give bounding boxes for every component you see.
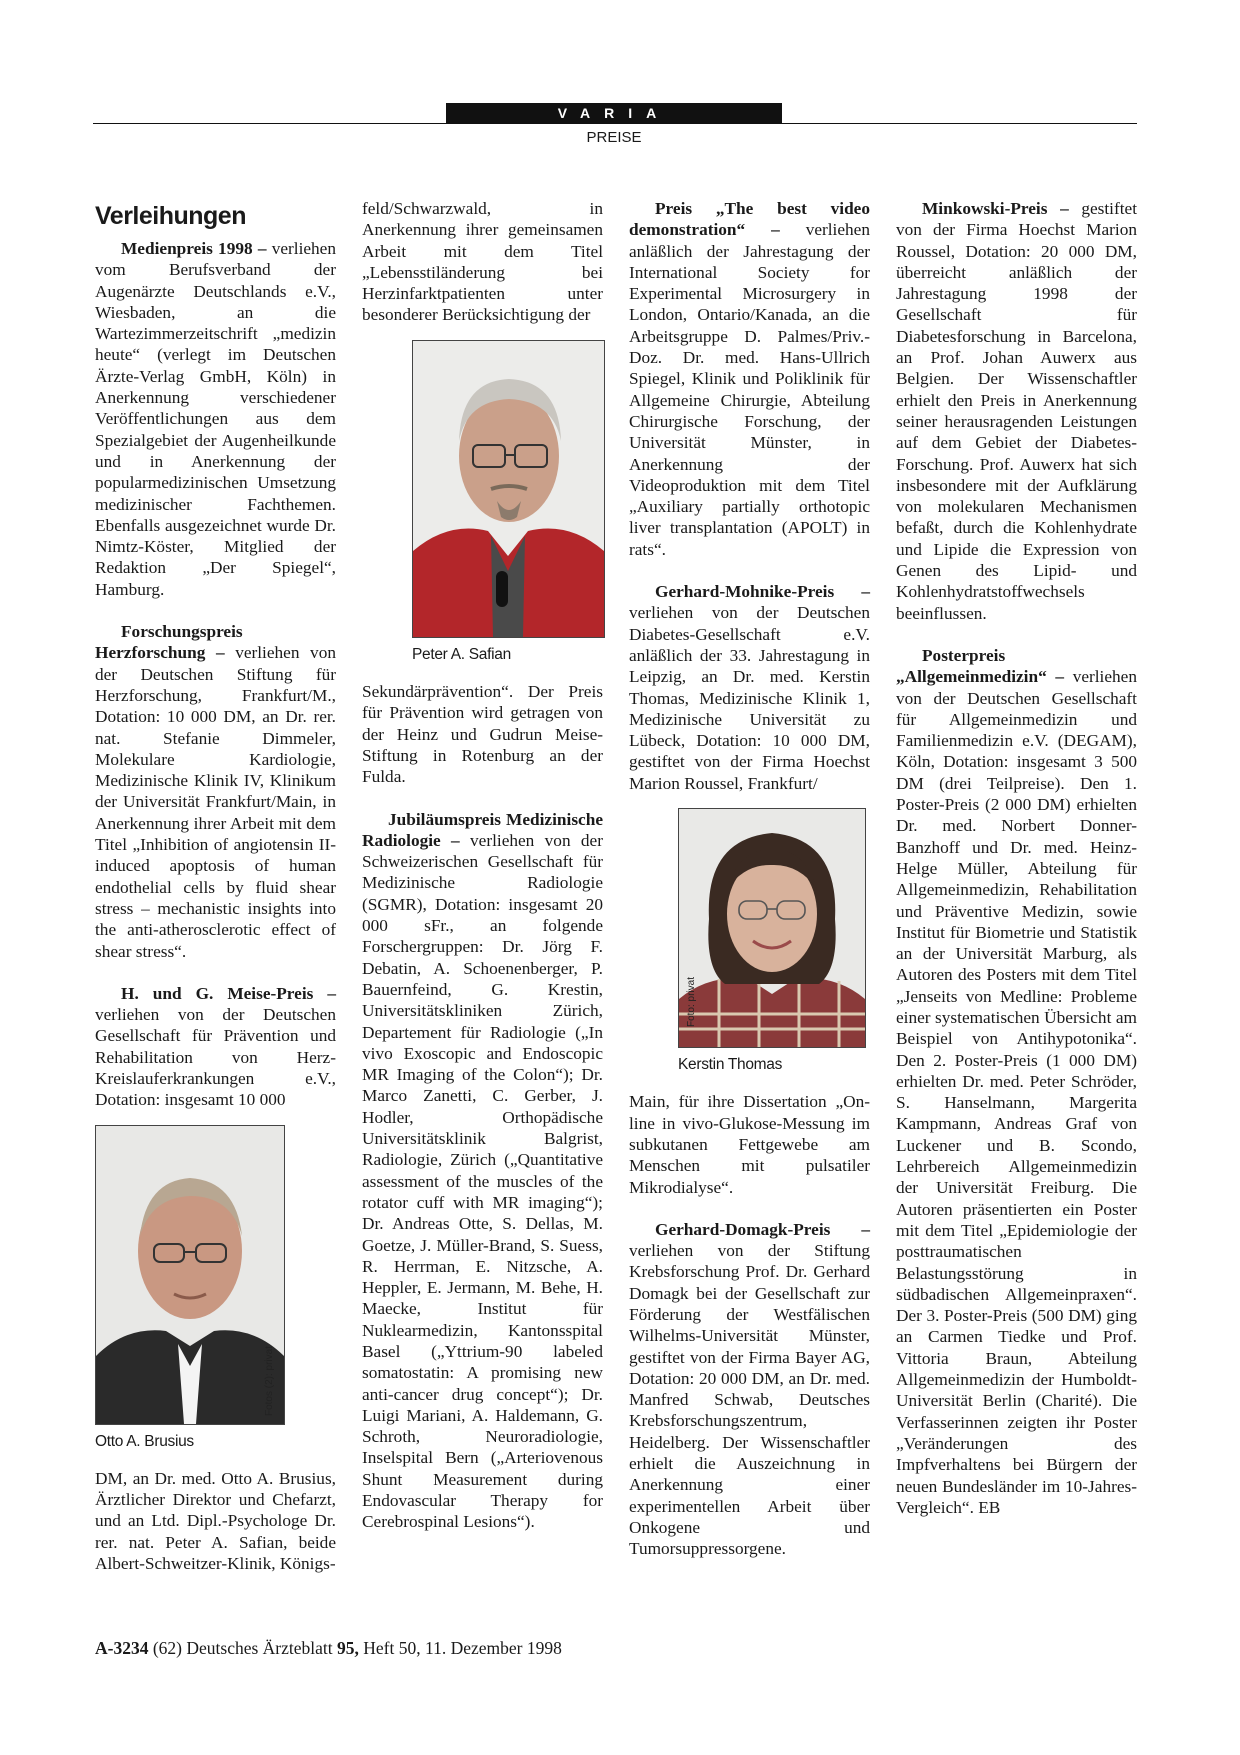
page-heading: Verleihungen — [95, 202, 246, 230]
article-medienpreis — [95, 238, 336, 600]
page-footer — [95, 1638, 562, 1659]
photo-credit: Fotos (2): privat — [263, 1345, 275, 1416]
subsection-label: PREISE — [586, 129, 642, 146]
photo-caption: Peter A. Safian — [412, 645, 511, 663]
article-video-preis — [629, 198, 870, 560]
column-1 — [95, 198, 336, 1574]
article-meise-preis-cont: feld/Schwarzwald, in Anerkennung ihrer gemeinsamen Arbeit mit dem Titel „Lebensstiländerung bei Herzinfarktpatienten unter besonderer Berücksichtigung der — [362, 199, 603, 325]
section-label: VARIA — [446, 103, 782, 123]
award-text: gestiftet von der Firma Hoechst Marion Roussel, Dotation: 20 000 DM, überreicht anläßlich der Jahrestagung 1998 der Gesellschaft für Diabetesforschung in Barcelona, an Prof. Johan Auwerx aus Belgien. Der Wissenschaftler erhielt den Preis in Anerkennung seiner herausragenden Leistungen auf dem Gebiet der Diabetes-Forschung. Prof. Auwerx hat sich insbesondere mit der Aufklärung von molekularen Mechanismen befaßt, durch die Kohlenhydrate und Lipide die Expression von Genen des Lipid- und Kohlenhydratstoffwechsels beeinflussen. — [896, 199, 1137, 623]
article-meise-preis-cont: DM, an Dr. med. Otto A. Brusius, Ärztlicher Direktor und Chefarzt, und an Ltd. Dipl.-Psychologe Dr. rer. nat. Peter A. Safian, beide Albert-Schweitzer-Klinik, Königs- — [95, 1468, 336, 1574]
award-title: Jubiläumspreis Medizinische Radiologie – — [362, 809, 603, 850]
photo-caption: Kerstin Thomas — [678, 1056, 783, 1074]
award-text: verliehen von der Deutschen Gesellschaft für Allgemeinmedizin und Familienmedizin e.V. (DEGAM), Köln, Dotation: insgesamt 3 500 DM (drei Teilpreise). Den 1. Poster-Preis (2 000 DM) erhielten Dr. med. Norbert Donner-Banzhoff und Dr. med. Heinz-Helge Müller, Abteilung für Allgemeinmedizin, Rehabilitation und Präventive Medizin, sowie Institut für Biometrie und Statistik an der Universität Marburg, als Autoren des Posters mit dem Titel „Jenseits von Medline: Probleme einer systematischen Übersicht am Beispiel von Antihypotonika“. Den 2. Poster-Preis (1 000 DM) erhielten Dr. med. Peter Schröder, S. Hanselmann, Margerita Kampmann, Andreas Graf von Luckener und B. Scondo, Lehrbereich Allgemeinmedizin der Universität Freiburg. Die Autoren präsentierten ein Poster mit dem Titel „Epidemiologie der posttraumatischen Belastungsstörung in südbadischen Allgemeinpraxen“. Der 3. Poster-Preis (500 DM) ging an Carmen Tiedke und Prof. Vittoria Braun, Abteilung Allgemeinmedizin der Humboldt-Universität Berlin (Charité). Die Verfasserinnen zeigten ihr Poster „Veränderungen des Impfverhaltens bei Bürgern der neuen Bundesländer im 10-Jahres-Vergleich“. EB — [896, 667, 1137, 1517]
article-jubilaeumspreis — [362, 809, 603, 1533]
award-title: H. und G. Meise-Preis – — [121, 983, 336, 1003]
award-text: verliehen vom Berufsverband der Augenärzte Deutschlands e.V., Wiesbaden, an die Wartezimmerzeitschrift „medizin heute“ (verlegt im Deutschen Ärzte-Verlag GmbH, Köln) in Anerkennung verschiedener Veröffentlichungen aus dem Spezialgebiet der Augenheilkunde und in Anerkennung der popularmedizinischen Umsetzung medizinischer Fachthemen. Ebenfalls ausgezeichnet wurde Dr. Nimtz-Köster, Mitglied der Redaktion „Der Spiegel“, Hamburg. — [95, 239, 336, 599]
award-title: Preis „The best video demonstration“ – — [629, 199, 870, 240]
award-text: verliehen von der Stiftung Krebsforschung Prof. Dr. Gerhard Domagk bei der Gesellschaft zur Förderung der Westfälischen Wilhelms-Universität Münster, gestiftet von der Firma Bayer AG, Dotation: 20 000 DM, an Dr. med. Manfred Schwab, Deutsches Krebsforschungszentrum, Heidelberg. Der Wissenschaftler erhielt die Auszeichnung in Anerkennung einer experimentellen Arbeit über Onkogene und Tumorsuppressorgene. — [629, 1241, 870, 1559]
header-rule — [93, 123, 1137, 124]
portrait-photo-safian — [412, 340, 605, 638]
award-title: Gerhard-Mohnike-Preis – — [655, 582, 870, 602]
award-title: Minkowski-Preis – — [922, 199, 1069, 218]
award-text: verliehen von der Deutschen Gesellschaft für Prävention und Rehabilitation von Herz-Kreislauferkrankungen e.V., Dotation: insgesamt 10 000 — [95, 1005, 336, 1110]
article-mohnike-preis-cont: Main, für ihre Dissertation „On-line in vivo-Glukose-Messung im subkutanen Fettgewebe am Menschen mit pulsatiler Mikrodialyse“. — [629, 1092, 870, 1197]
article-mohnike-preis — [629, 581, 870, 794]
journal-volume: 95, — [337, 1638, 359, 1658]
article-meise-preis-cont: Sekundärprävention“. Der Preis für Prävention wird getragen von der Heinz und Gudrun Meise-Stiftung in Rotenburg an der Fulda. — [362, 682, 603, 787]
article-forschungspreis — [95, 621, 336, 962]
award-title: Posterpreis „Allgemeinmedizin“ – — [896, 645, 1065, 687]
article-domagk-preis — [629, 1219, 870, 1560]
portrait-photo-brusius — [95, 1125, 285, 1425]
column-3 — [629, 198, 870, 1560]
photo-caption: Otto A. Brusius — [95, 1432, 194, 1450]
award-title: Forschungspreis Herzforschung – — [95, 622, 243, 663]
article-minkowski-preis — [896, 198, 1137, 624]
portrait-image — [96, 1126, 284, 1424]
column-2 — [362, 198, 603, 1533]
page-number: A-3234 — [95, 1638, 149, 1658]
portrait-image — [679, 809, 865, 1047]
article-meise-preis — [95, 983, 336, 1111]
award-text: verliehen von der Deutschen Diabetes-Gesellschaft e.V. anläßlich der 33. Jahrestagung in Leipzig, an Dr. med. Kerstin Thomas, Medizinische Klinik 1, Medizinische Universität zu Lübeck, Dotation: 10 000 DM, gestiftet von der Firma Hoechst Marion Roussel, Frankfurt/ — [629, 603, 870, 793]
article-posterpreis — [896, 645, 1137, 1518]
award-title: Medienpreis 1998 – — [121, 239, 267, 258]
award-text: verliehen von der Schweizerischen Gesellschaft für Medizinische Radiologie (SGMR), Dotation: insgesamt 20 000 sFr., an folgende Forschergruppen: Dr. Jörg F. Debatin, A. Schoenenberger, P. Bauernfeind, G. Krestin, Universitätskliniken Zürich, Departement für Radiologie („In vivo Exoscopic and Endoscopic MR Imaging of the Colon“); Dr. Marco Zanetti, C. Gerber, J. Hodler, Orthopädische Universitätsklinik Balgrist, Radiologie, Zürich („Quantitative assessment of the muscles of the rotator cuff with MR imaging“); Dr. Andreas Otte, S. Dellas, M. Goetze, J. Müller-Brand, S. Suess, R. Herrman, E. Nitzsche, A. Heppler, E. Jermann, M. Behe, H. Maecke, Institut für Nuklearmedizin, Kantonsspital Basel („Yttrium-90 labeled somatostatin: A promising new anti-cancer drug concept“); Dr. Luigi Mariani, A. Haldemann, G. Schroth, Neuroradiologie, Inselspital Bern („Arteriovenous Shunt Measurement during Endovascular Therapy for Cerebrospinal Lesions“). — [362, 830, 603, 1532]
award-title: Gerhard-Domagk-Preis – — [655, 1219, 870, 1239]
portrait-photo-thomas — [678, 808, 866, 1048]
award-text: verliehen anläßlich der Jahrestagung der International Society for Experimental Microsurgery in London, Ontario/Kanada, an die Arbeitsgruppe D. Palmes/Priv.-Doz. Dr. med. Hans-Ullrich Spiegel, Klinik und Poliklinik für Allgemeine Chirurgie, Abteilung Chirurgische Forschung, der Universität Münster, in Anerkennung der Videoproduktion mit dem Titel „Auxiliary partially orthotopic liver transplantation (APOLT) in rats“. — [629, 220, 870, 559]
photo-credit: Foto: privat — [686, 976, 697, 1028]
journal-issue: Heft 50, 11. Dezember 1998 — [358, 1638, 562, 1658]
journal-name: (62) Deutsches Ärzteblatt — [148, 1638, 338, 1658]
award-text: verliehen von der Deutschen Stiftung für Herzforschung, Frankfurt/M., Dotation: 10 000 DM, an Dr. rer. nat. Stefanie Dimmeler, Molekulare Kardiologie, Medizinische Klinik IV, Klinikum der Universität Frankfurt/Main, in Anerkennung ihrer Arbeit mit dem Titel „Inhibition of angiotensin II-induced apoptosis of human endothelial cells by fluid shear stress – mechanistic insights into the anti-atherosclerotic effect of shear stress“. — [95, 643, 336, 961]
portrait-image — [413, 341, 604, 637]
column-4 — [896, 198, 1137, 1518]
